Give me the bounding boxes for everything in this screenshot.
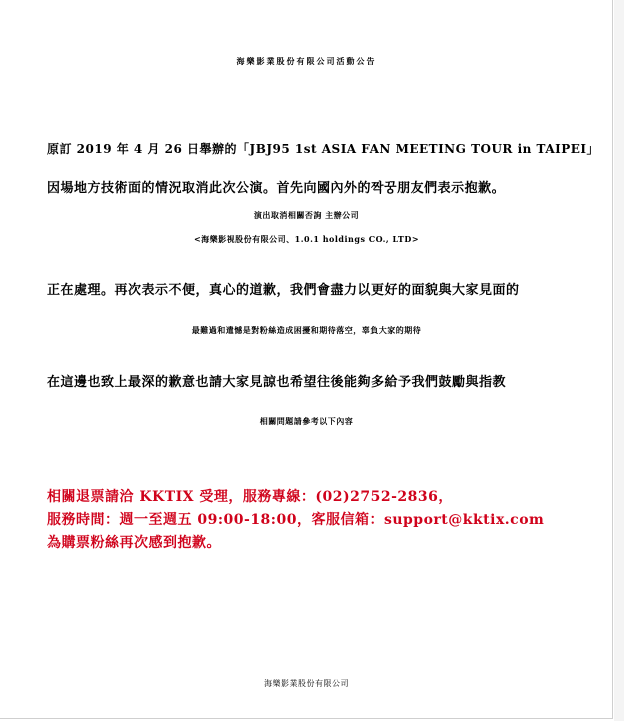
refund-line-2: 服務時間：週一至週五 09:00-18:00，客服信箱：support@kktix.com: [47, 512, 545, 528]
body-line-7: 在這邊也致上最深的歉意也請大家見諒也希望往後能夠多給予我們鼓勵與指教: [47, 375, 507, 390]
body-line-2: 因場地方技術面的情況取消此次公演。首先向國內外的짝꿍朋友們表示抱歉。: [47, 181, 506, 196]
page-gutter: [614, 0, 624, 721]
body-line-5: 正在處理。再次表示不便，真心的道歉，我們會盡力以更好的面貌與大家見面的: [47, 283, 520, 298]
announcement-title: 海樂影業股份有限公司活動公告: [236, 56, 377, 66]
body-line-3: 演出取消相關否詢 主辦公司: [253, 210, 360, 220]
body-line-4: <海樂影視股份有限公司、1.0.1 holdings CO., LTD>: [193, 234, 420, 244]
body-line-8: 相關問題請參考以下內容: [259, 416, 354, 426]
body-line-6: 最難過和遺憾是對粉絲造成困擾和期待落空，辜負大家的期待: [191, 325, 422, 335]
refund-line-3: 為購票粉絲再次感到抱歉。: [47, 535, 221, 551]
company-signature: 海樂影業股份有限公司: [264, 679, 349, 688]
body-line-1: 原訂 2019 年 4 月 26 日舉辦的「JBJ95 1st ASIA FAN MEETING TOUR in TAIPEI」: [47, 142, 600, 156]
refund-line-1: 相關退票請洽 KKTIX 受理，服務專線：(02)2752-2836，: [47, 489, 453, 505]
